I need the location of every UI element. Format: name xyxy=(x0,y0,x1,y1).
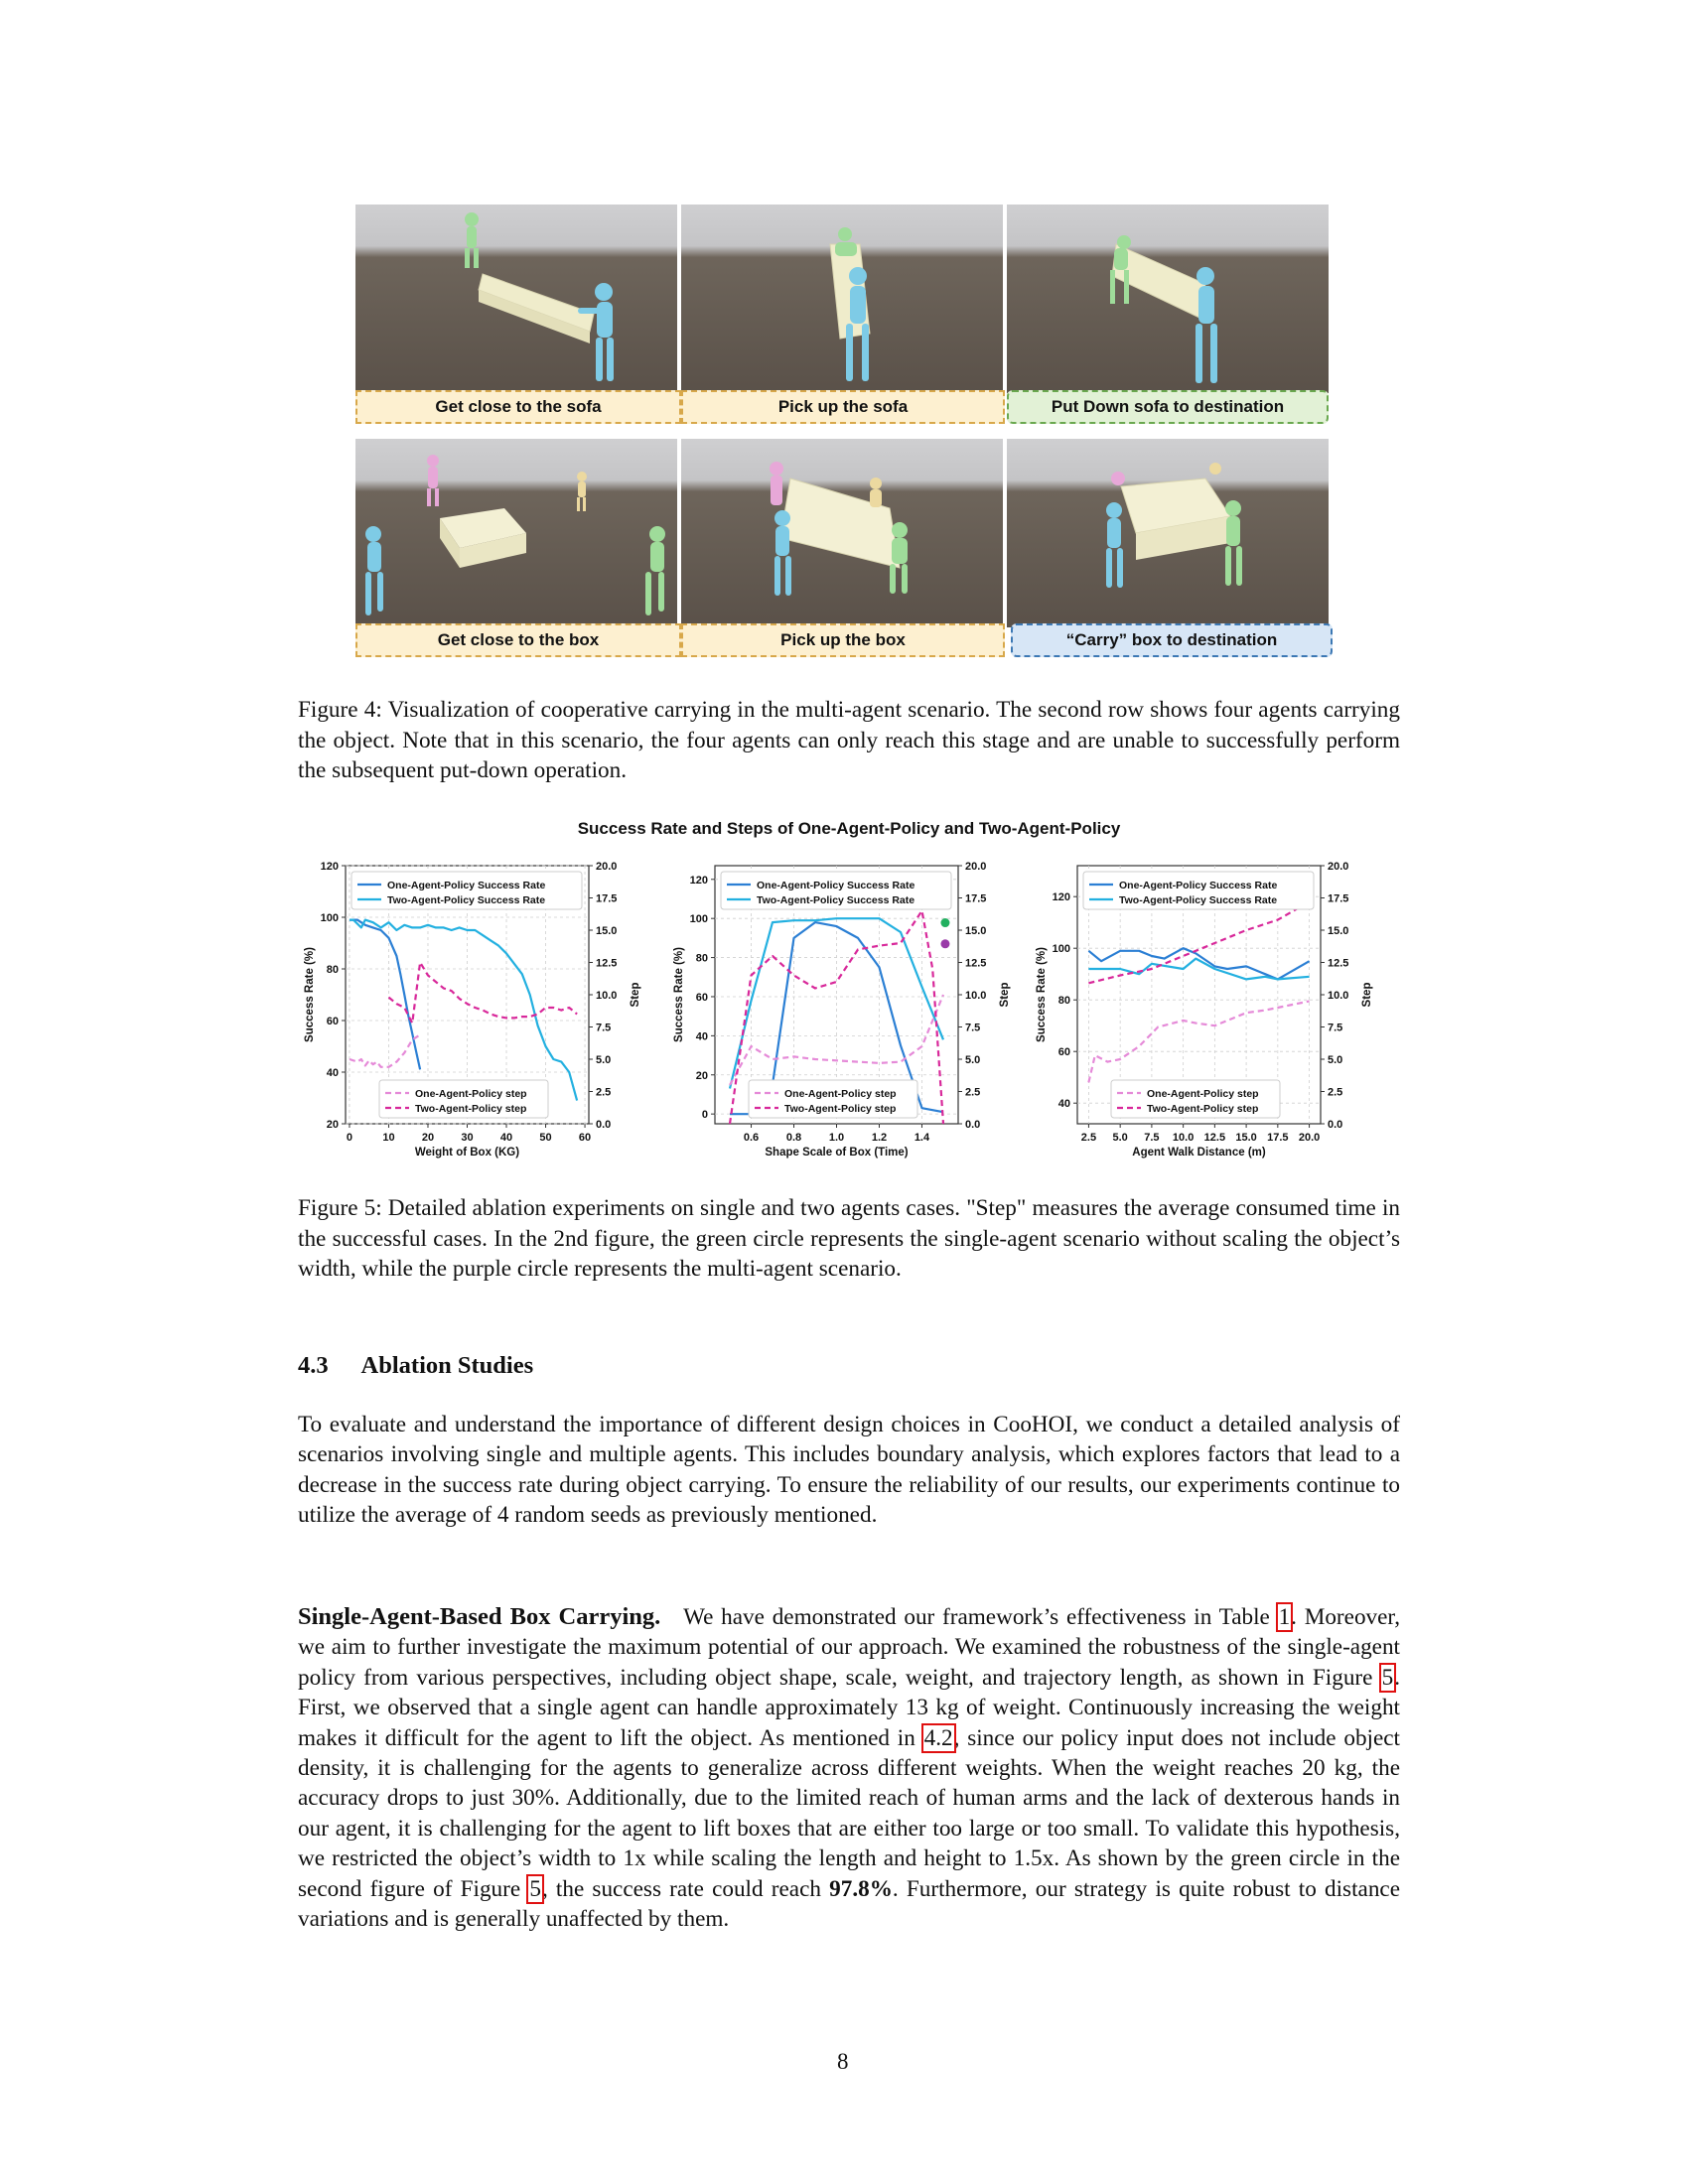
x-axis-label: Agent Walk Distance (m) xyxy=(1132,1147,1266,1159)
y2-axis-label: Step xyxy=(1361,982,1373,1008)
figure-5-charts xyxy=(298,814,1400,1171)
y-tick-label: 120 xyxy=(1052,891,1070,904)
y2-tick-label: 15.0 xyxy=(596,925,618,937)
y2-tick-label: 10.0 xyxy=(596,990,618,1002)
y2-tick-label: 2.5 xyxy=(965,1086,981,1099)
x-tick-label: 15.0 xyxy=(1235,1132,1257,1144)
legend-top xyxy=(352,872,582,909)
x-tick-label: 17.5 xyxy=(1267,1132,1289,1144)
scene-sofa-pickup xyxy=(681,205,1003,393)
x-tick-label: 20 xyxy=(421,1132,435,1144)
scene-sofa-putdown xyxy=(1007,205,1329,393)
scene-box-carry xyxy=(1007,439,1329,627)
y2-tick-label: 5.0 xyxy=(965,1054,981,1066)
page-number: 8 xyxy=(837,2049,849,2074)
y-tick-label: 120 xyxy=(320,861,339,873)
legend-label: One-Agent-Policy step xyxy=(415,1088,527,1100)
x-tick-label: 1.0 xyxy=(828,1132,845,1144)
legend-bottom xyxy=(749,1080,917,1118)
y-tick-label: 80 xyxy=(1057,995,1070,1008)
y-tick-label: 60 xyxy=(695,991,708,1004)
section-heading xyxy=(298,1352,533,1380)
y2-tick-label: 2.5 xyxy=(1328,1086,1343,1099)
legend-label: Two-Agent-Policy Success Rate xyxy=(1119,894,1278,906)
stage-label-putdown-sofa: Put Down sofa to destination xyxy=(1007,390,1329,424)
x-tick-label: 60 xyxy=(578,1132,592,1144)
y2-tick-label: 20.0 xyxy=(965,861,987,873)
y2-tick-label: 0.0 xyxy=(1328,1119,1343,1131)
scene-box-pickup xyxy=(681,439,1003,627)
x-tick-label: 0.6 xyxy=(743,1132,760,1144)
paragraph-heading: Single-Agent-Based Box Carrying. xyxy=(298,1603,661,1630)
legend-label: One-Agent-Policy Success Rate xyxy=(757,880,915,891)
paragraph-text-4: , since our policy input does not include object density, it is challenging for the agents to generalize across different weights. When the weight reaches 20 kg, the accuracy drops to just 30%. Additionally, due to the limited reach of human arms and the lack of dexterous hands in our agent, it is challenging for the agent to lift boxes that are either too large or too small. To validate this hypothesis, we restricted the object’s width to 1x while scaling the length and height to 1.5x. As shown by the green circle in the second figure of Figure xyxy=(298,1724,1400,1902)
y2-tick-label: 20.0 xyxy=(596,861,618,873)
y-tick-label: 20 xyxy=(326,1119,339,1131)
section-4-2-link[interactable]: 4.2 xyxy=(923,1724,953,1751)
figure-5-caption: Figure 5: Detailed ablation experiments on single and two agents cases. "Step" measures the average consumed time in the successful cases. In the 2nd figure, the green circle represents the single-agent scenario without scaling the object’s width, while the purple circle represents the multi-agent scenario. xyxy=(298,1195,1400,1282)
chart-panel-2 xyxy=(673,861,1011,1159)
y2-tick-label: 15.0 xyxy=(1328,925,1349,937)
legend-label: One-Agent-Policy Success Rate xyxy=(387,880,546,891)
y-tick-label: 40 xyxy=(326,1067,339,1079)
y2-tick-label: 7.5 xyxy=(965,1022,981,1034)
section-number: 4.3 xyxy=(298,1352,329,1379)
y-tick-label: 80 xyxy=(695,952,708,965)
y2-tick-label: 0.0 xyxy=(596,1119,612,1131)
x-tick-label: 7.5 xyxy=(1144,1132,1160,1144)
section-title: Ablation Studies xyxy=(360,1352,534,1379)
y2-tick-label: 2.5 xyxy=(596,1086,612,1099)
x-tick-label: 1.2 xyxy=(871,1132,888,1144)
y2-tick-label: 5.0 xyxy=(1328,1054,1343,1066)
stage-label-pickup-sofa: Pick up the sofa xyxy=(681,390,1005,424)
x-tick-label: 12.5 xyxy=(1203,1132,1226,1144)
legend-top xyxy=(1083,872,1314,909)
paragraph-text-2: . Moreover, we aim to further investigate the maximum potential of our approach. We examined the robustness of the single-agent policy from various perspectives, including object shape, scale, weight, and trajectory length, as shown in Figure xyxy=(298,1604,1401,1691)
scene-sofa-approach xyxy=(355,205,677,393)
y2-tick-label: 10.0 xyxy=(1328,990,1349,1002)
y-tick-label: 100 xyxy=(689,913,708,926)
stage-label-carry-box: “Carry” box to destination xyxy=(1011,623,1333,657)
scene-box-approach xyxy=(355,439,677,627)
x-tick-label: 10.0 xyxy=(1172,1132,1195,1144)
x-tick-label: 20.0 xyxy=(1298,1132,1321,1144)
y2-tick-label: 17.5 xyxy=(965,892,987,905)
x-tick-label: 1.4 xyxy=(914,1132,930,1144)
legend-label: One-Agent-Policy step xyxy=(784,1088,897,1100)
y2-tick-label: 7.5 xyxy=(596,1022,612,1034)
figure-4 xyxy=(355,205,1329,663)
y-axis-label: Success Rate (%) xyxy=(673,947,685,1042)
x-tick-label: 0 xyxy=(346,1132,353,1144)
table-1-link[interactable]: 1 xyxy=(1278,1604,1291,1630)
y-tick-label: 0 xyxy=(701,1109,708,1122)
y-axis-label: Success Rate (%) xyxy=(1036,947,1048,1042)
stage-label-pickup-box: Pick up the box xyxy=(681,623,1005,657)
legend-label: Two-Agent-Policy step xyxy=(784,1103,897,1115)
y-tick-label: 20 xyxy=(695,1069,708,1082)
legend-label: Two-Agent-Policy step xyxy=(1147,1103,1259,1115)
x-tick-label: 50 xyxy=(539,1132,552,1144)
y2-tick-label: 12.5 xyxy=(596,957,618,970)
x-tick-label: 5.0 xyxy=(1112,1132,1128,1144)
single-agent-paragraph xyxy=(298,1602,1400,1934)
y2-axis-label: Step xyxy=(999,982,1011,1008)
legend-bottom xyxy=(379,1080,548,1118)
y-tick-label: 60 xyxy=(326,1016,339,1027)
paragraph-text-1: We have demonstrated our framework’s effectiveness in Table xyxy=(683,1604,1270,1630)
y2-tick-label: 7.5 xyxy=(1328,1022,1343,1034)
legend-top xyxy=(721,872,951,909)
y-tick-label: 40 xyxy=(695,1030,708,1043)
y2-tick-label: 17.5 xyxy=(1328,892,1349,905)
x-tick-label: 2.5 xyxy=(1080,1132,1097,1144)
green-circle-marker xyxy=(940,918,949,927)
section-intro-paragraph: To evaluate and understand the importance of different design choices in CooHOI, we conduct a detailed analysis of scenarios involving single and multiple agents. This includes boundary analysis, which explores factors that lead to a decrease in the success rate during object carrying. To ensure the reliability of our results, our experiments continue to utilize the average of 4 random seeds as previously mentioned. xyxy=(298,1412,1400,1529)
legend-bottom xyxy=(1111,1080,1280,1118)
y-tick-label: 60 xyxy=(1057,1046,1070,1059)
figure-5-title: Success Rate and Steps of One-Agent-Policy and Two-Agent-Policy xyxy=(577,819,1121,838)
y-axis-label: Success Rate (%) xyxy=(304,947,316,1042)
purple-circle-marker xyxy=(940,939,949,948)
figure-5-link[interactable]: 5 xyxy=(1381,1664,1394,1691)
chart-panel-1 xyxy=(304,861,641,1159)
figure-5-link-2[interactable]: 5 xyxy=(529,1875,541,1902)
legend-label: Two-Agent-Policy Success Rate xyxy=(757,894,915,906)
y2-tick-label: 12.5 xyxy=(1328,957,1349,970)
x-tick-label: 30 xyxy=(461,1132,474,1144)
x-tick-label: 10 xyxy=(382,1132,395,1144)
y-tick-label: 80 xyxy=(326,964,339,976)
legend-label: Two-Agent-Policy step xyxy=(415,1103,527,1115)
x-axis-label: Weight of Box (KG) xyxy=(414,1147,520,1159)
legend-label: One-Agent-Policy step xyxy=(1147,1088,1259,1100)
chart-panel-3 xyxy=(1036,861,1373,1159)
x-tick-label: 40 xyxy=(499,1132,513,1144)
y2-tick-label: 15.0 xyxy=(965,925,987,937)
y2-tick-label: 12.5 xyxy=(965,957,987,970)
figure-4-caption: Figure 4: Visualization of cooperative carrying in the multi-agent scenario. The second row shows four agents carrying the object. Note that in this scenario, the four agents can only reach this stage and are unable to successfully perform the subsequent put-down operation. xyxy=(298,697,1400,783)
y-tick-label: 40 xyxy=(1057,1098,1070,1111)
legend-label: Two-Agent-Policy Success Rate xyxy=(387,894,546,906)
success-rate-value: 97.8% xyxy=(829,1875,893,1902)
legend-label: One-Agent-Policy Success Rate xyxy=(1119,880,1278,891)
agent-green-figure xyxy=(465,212,479,268)
y2-tick-label: 20.0 xyxy=(1328,861,1349,873)
x-tick-label: 0.8 xyxy=(785,1132,802,1144)
y2-tick-label: 0.0 xyxy=(965,1119,981,1131)
y2-tick-label: 17.5 xyxy=(596,892,618,905)
paragraph-text-5: , the success rate could reach xyxy=(541,1875,821,1902)
y-tick-label: 120 xyxy=(689,874,708,887)
y-tick-label: 100 xyxy=(320,912,339,924)
y2-tick-label: 5.0 xyxy=(596,1054,612,1066)
stage-label-approach-box: Get close to the box xyxy=(355,623,681,657)
paragraph-text-3: . First, we observed that a single agent can handle approximately 13 kg of weight. Continuously increasing the weight makes it difficult for the agent to lift the object. As mentioned in xyxy=(298,1664,1401,1751)
y2-axis-label: Step xyxy=(630,982,641,1008)
y-tick-label: 100 xyxy=(1052,943,1070,956)
y2-tick-label: 10.0 xyxy=(965,990,987,1002)
x-axis-label: Shape Scale of Box (Time) xyxy=(765,1147,909,1159)
stage-label-approach-sofa: Get close to the sofa xyxy=(355,390,681,424)
paragraph-text-6: . Furthermore, our strategy is quite robust to distance variations and is generally unaffected by them. xyxy=(298,1875,1400,1933)
